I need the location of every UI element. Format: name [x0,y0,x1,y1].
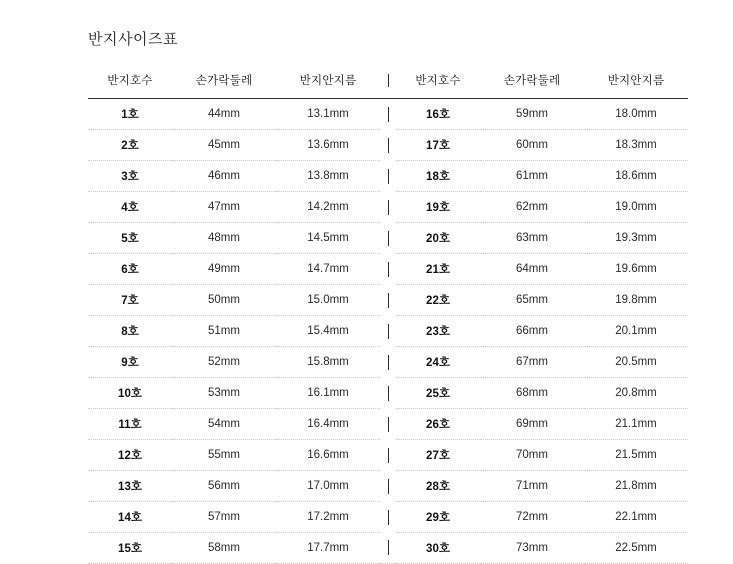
cell-inner-diameter-left: 17.7mm [276,533,380,564]
divider-icon [388,231,389,246]
cell-finger-circumference-left: 52mm [172,347,276,378]
cell-inner-diameter-right: 20.5mm [584,347,688,378]
row-column-divider [380,254,396,285]
cell-ring-number-right: 24호 [396,347,480,378]
column-header-inner-diameter-right: 반지안지름 [584,63,688,99]
table-row [88,223,688,254]
ring-size-table [88,63,688,564]
cell-ring-number-right: 26호 [396,409,480,440]
column-header-ring-number-left: 반지호수 [88,63,172,99]
cell-ring-number-right: 16호 [396,99,480,130]
cell-ring-number-right: 30호 [396,533,480,564]
table-row [88,502,688,533]
cell-inner-diameter-right: 21.1mm [584,409,688,440]
cell-inner-diameter-left: 14.2mm [276,192,380,223]
cell-inner-diameter-right: 21.8mm [584,471,688,502]
divider-icon [388,74,389,87]
cell-finger-circumference-left: 49mm [172,254,276,285]
row-column-divider [380,471,396,502]
column-header-finger-circumference-left: 손가락둘레 [172,63,276,99]
cell-finger-circumference-left: 45mm [172,130,276,161]
row-column-divider [380,99,396,130]
divider-icon [388,386,389,401]
table-row [88,99,688,130]
cell-ring-number-left: 2호 [88,130,172,161]
cell-ring-number-right: 27호 [396,440,480,471]
cell-inner-diameter-left: 15.8mm [276,347,380,378]
row-column-divider [380,161,396,192]
cell-finger-circumference-right: 69mm [480,409,584,440]
divider-icon [388,479,389,494]
cell-ring-number-left: 13호 [88,471,172,502]
row-column-divider [380,409,396,440]
cell-finger-circumference-left: 55mm [172,440,276,471]
cell-inner-diameter-left: 13.1mm [276,99,380,130]
divider-icon [388,169,389,184]
cell-finger-circumference-left: 53mm [172,378,276,409]
header-column-divider [380,63,396,99]
cell-inner-diameter-left: 14.5mm [276,223,380,254]
row-column-divider [380,347,396,378]
page-title: 반지사이즈표 [88,31,178,48]
cell-inner-diameter-right: 20.1mm [584,316,688,347]
cell-inner-diameter-right: 22.5mm [584,533,688,564]
cell-ring-number-left: 3호 [88,161,172,192]
cell-ring-number-right: 22호 [396,285,480,316]
divider-icon [388,138,389,153]
cell-inner-diameter-right: 19.3mm [584,223,688,254]
row-column-divider [380,285,396,316]
cell-finger-circumference-right: 64mm [480,254,584,285]
table-header-row [88,63,688,99]
cell-ring-number-left: 8호 [88,316,172,347]
table-row [88,533,688,564]
row-column-divider [380,130,396,161]
cell-inner-diameter-right: 20.8mm [584,378,688,409]
divider-icon [388,417,389,432]
table-row [88,378,688,409]
divider-icon [388,262,389,277]
cell-ring-number-left: 7호 [88,285,172,316]
cell-finger-circumference-right: 70mm [480,440,584,471]
table-row [88,409,688,440]
divider-icon [388,510,389,525]
cell-ring-number-right: 20호 [396,223,480,254]
table-row [88,440,688,471]
cell-ring-number-right: 28호 [396,471,480,502]
table-row [88,192,688,223]
column-header-finger-circumference-right: 손가락둘레 [480,63,584,99]
cell-inner-diameter-right: 19.6mm [584,254,688,285]
row-column-divider [380,378,396,409]
cell-finger-circumference-left: 58mm [172,533,276,564]
cell-ring-number-left: 15호 [88,533,172,564]
divider-icon [388,540,389,555]
cell-inner-diameter-right: 18.6mm [584,161,688,192]
cell-finger-circumference-right: 59mm [480,99,584,130]
cell-inner-diameter-right: 19.8mm [584,285,688,316]
divider-icon [388,200,389,215]
column-header-inner-diameter-left: 반지안지름 [276,63,380,99]
cell-finger-circumference-right: 67mm [480,347,584,378]
table-row [88,130,688,161]
cell-inner-diameter-left: 16.1mm [276,378,380,409]
cell-inner-diameter-right: 21.5mm [584,440,688,471]
divider-icon [388,107,389,122]
cell-ring-number-right: 19호 [396,192,480,223]
row-column-divider [380,316,396,347]
table-row [88,471,688,502]
row-column-divider [380,502,396,533]
cell-ring-number-left: 11호 [88,409,172,440]
cell-finger-circumference-right: 63mm [480,223,584,254]
cell-finger-circumference-right: 60mm [480,130,584,161]
cell-finger-circumference-left: 47mm [172,192,276,223]
divider-icon [388,448,389,463]
cell-inner-diameter-left: 15.0mm [276,285,380,316]
cell-finger-circumference-left: 51mm [172,316,276,347]
cell-inner-diameter-left: 13.8mm [276,161,380,192]
cell-finger-circumference-right: 61mm [480,161,584,192]
cell-ring-number-left: 10호 [88,378,172,409]
cell-finger-circumference-left: 56mm [172,471,276,502]
cell-ring-number-left: 5호 [88,223,172,254]
table-row [88,161,688,192]
cell-ring-number-right: 23호 [396,316,480,347]
divider-icon [388,293,389,308]
cell-ring-number-left: 14호 [88,502,172,533]
cell-finger-circumference-right: 62mm [480,192,584,223]
cell-finger-circumference-left: 50mm [172,285,276,316]
cell-ring-number-left: 1호 [88,99,172,130]
cell-ring-number-left: 4호 [88,192,172,223]
cell-finger-circumference-right: 66mm [480,316,584,347]
cell-ring-number-right: 21호 [396,254,480,285]
table-row [88,254,688,285]
divider-icon [388,355,389,370]
cell-inner-diameter-right: 18.0mm [584,99,688,130]
table-row [88,285,688,316]
cell-finger-circumference-left: 48mm [172,223,276,254]
cell-finger-circumference-right: 73mm [480,533,584,564]
cell-inner-diameter-right: 19.0mm [584,192,688,223]
cell-finger-circumference-left: 44mm [172,99,276,130]
cell-ring-number-left: 12호 [88,440,172,471]
cell-inner-diameter-left: 14.7mm [276,254,380,285]
row-column-divider [380,440,396,471]
cell-finger-circumference-left: 54mm [172,409,276,440]
cell-ring-number-right: 18호 [396,161,480,192]
cell-inner-diameter-left: 16.6mm [276,440,380,471]
row-column-divider [380,223,396,254]
table-body [88,99,688,564]
cell-finger-circumference-right: 71mm [480,471,584,502]
table-row [88,347,688,378]
table-head [88,63,688,99]
cell-inner-diameter-right: 18.3mm [584,130,688,161]
cell-inner-diameter-left: 15.4mm [276,316,380,347]
row-column-divider [380,192,396,223]
cell-inner-diameter-left: 13.6mm [276,130,380,161]
cell-finger-circumference-left: 57mm [172,502,276,533]
column-header-ring-number-right: 반지호수 [396,63,480,99]
cell-ring-number-left: 6호 [88,254,172,285]
cell-ring-number-right: 25호 [396,378,480,409]
cell-finger-circumference-right: 65mm [480,285,584,316]
cell-finger-circumference-right: 68mm [480,378,584,409]
cell-ring-number-left: 9호 [88,347,172,378]
table-row [88,316,688,347]
cell-inner-diameter-left: 17.2mm [276,502,380,533]
cell-inner-diameter-right: 22.1mm [584,502,688,533]
cell-ring-number-right: 17호 [396,130,480,161]
cell-inner-diameter-left: 17.0mm [276,471,380,502]
divider-icon [388,324,389,339]
cell-finger-circumference-left: 46mm [172,161,276,192]
cell-inner-diameter-left: 16.4mm [276,409,380,440]
cell-ring-number-right: 29호 [396,502,480,533]
cell-finger-circumference-right: 72mm [480,502,584,533]
row-column-divider [380,533,396,564]
